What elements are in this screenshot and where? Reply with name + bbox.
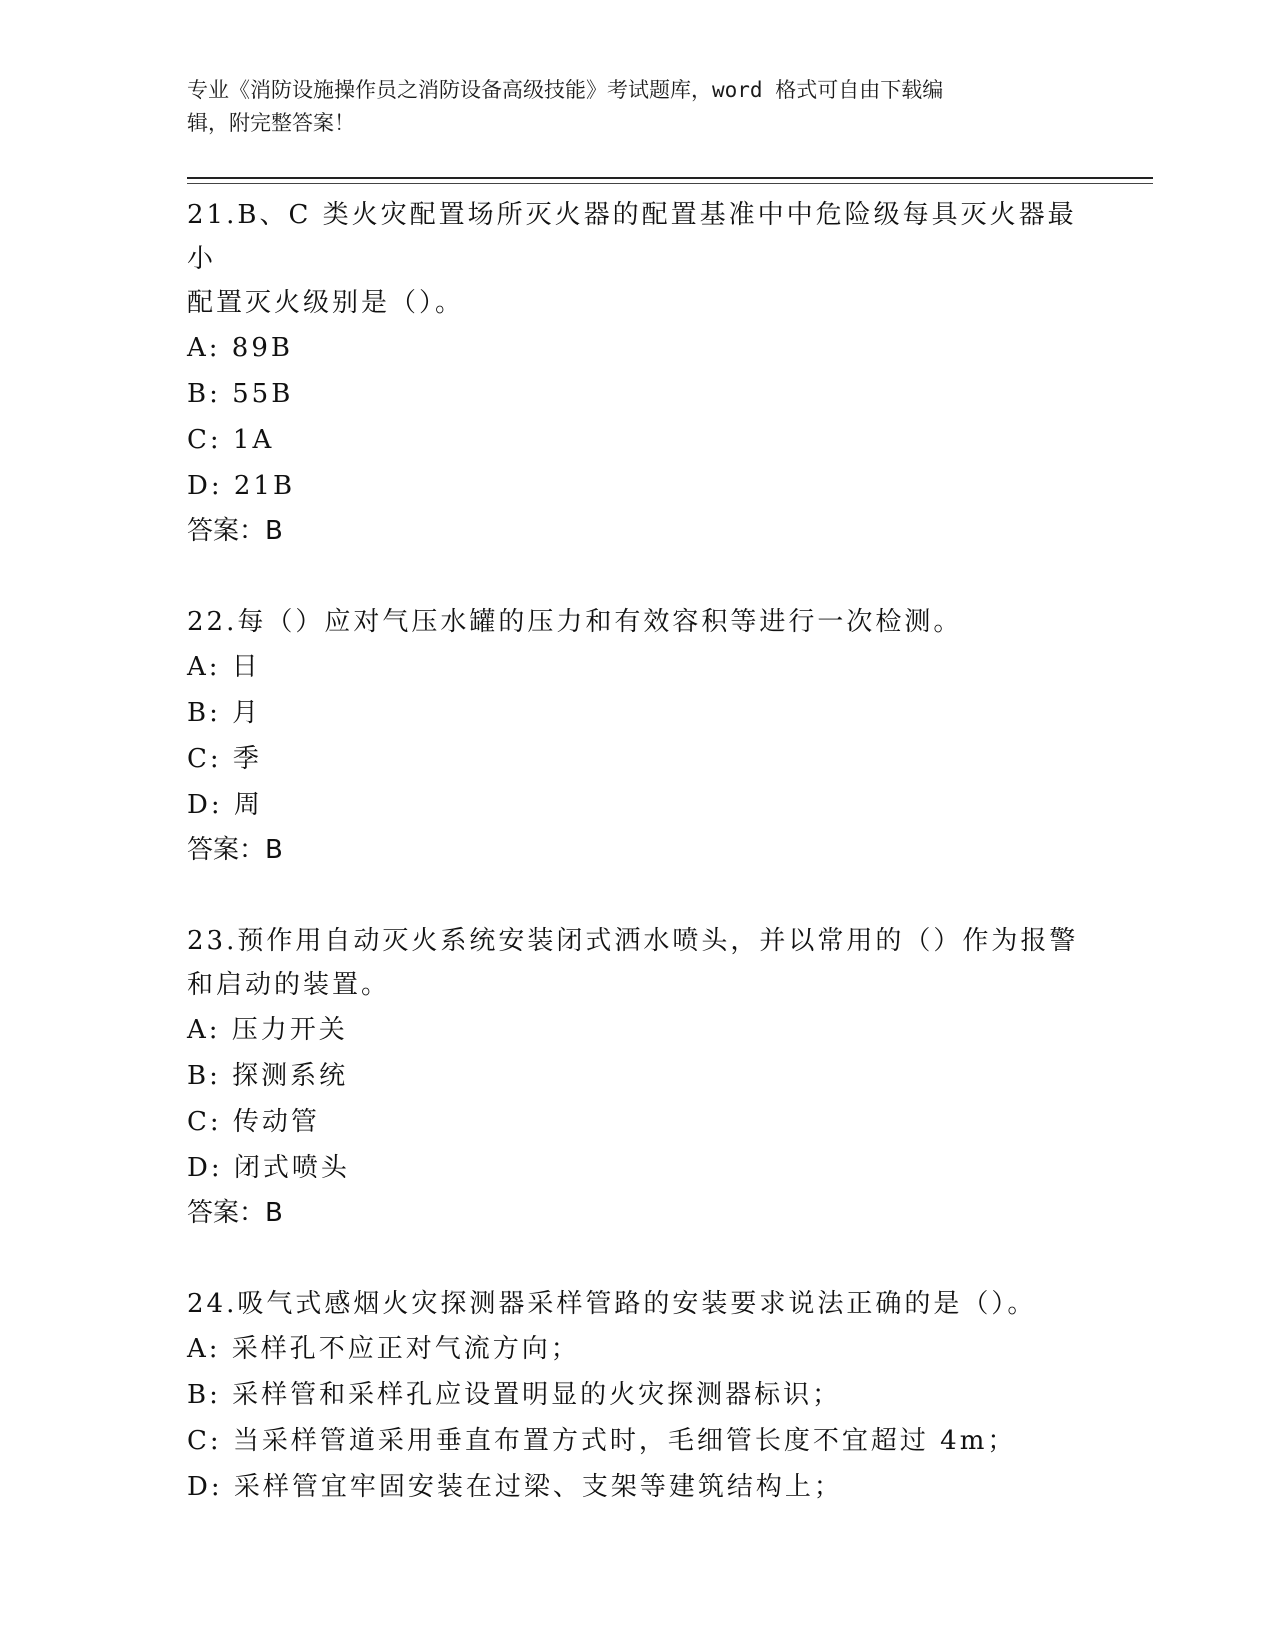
answer: 答案：B [187, 1198, 283, 1228]
option-c: C: 季 [187, 744, 262, 774]
question-24 [187, 1282, 1087, 1510]
option-c: C: 当采样管道采用垂直布置方式时，毛细管长度不宜超过 4m； [187, 1426, 1017, 1456]
option-b: B: 55B [187, 379, 294, 409]
header-divider-thin [187, 183, 1153, 184]
header-divider-thick [187, 177, 1153, 179]
question-spacer [187, 872, 1087, 919]
option-a: A: 日 [187, 652, 261, 682]
header-line-1: 专业《消防设施操作员之消防设备高级技能》考试题库，word 格式可自由下载编 [187, 78, 944, 102]
option-a: A: 压力开关 [187, 1015, 348, 1045]
header-line-2: 辑，附完整答案！ [187, 111, 355, 135]
question-spacer [187, 1235, 1087, 1282]
option-a: A: 采样孔不应正对气流方向； [187, 1334, 580, 1364]
question-23 [187, 919, 1087, 1235]
option-d: D: 周 [187, 790, 263, 820]
option-b: B: 采样管和采样孔应设置明显的火灾探测器标识； [187, 1380, 842, 1410]
option-a: A: 89B [187, 333, 293, 363]
answer: 答案：B [187, 516, 283, 546]
option-b: B: 探测系统 [187, 1061, 349, 1091]
question-stem: 23.预作用自动灭火系统安装闭式洒水喷头，并以常用的（）作为报警 [187, 926, 1079, 956]
question-list [187, 193, 1087, 1510]
question-22 [187, 600, 1087, 872]
question-stem-continued: 和启动的装置。 [187, 970, 391, 1000]
option-d: D: 闭式喷头 [187, 1153, 350, 1183]
option-c: C: 传动管 [187, 1107, 320, 1137]
question-stem: 21.B、C 类火灾配置场所灭火器的配置基准中中危险级每具灭火器最小 [187, 200, 1077, 274]
question-stem-continued: 配置灭火级别是（）。 [187, 288, 465, 318]
question-21 [187, 193, 1087, 553]
option-b: B: 月 [187, 698, 262, 728]
option-d: D: 21B [187, 471, 296, 501]
question-spacer [187, 553, 1087, 600]
answer: 答案：B [187, 835, 283, 865]
question-stem: 22.每（）应对气压水罐的压力和有效容积等进行一次检测。 [187, 607, 963, 637]
option-c: C: 1A [187, 425, 275, 455]
document-header [187, 74, 1067, 140]
option-d: D: 采样管宜牢固安装在过梁、支架等建筑结构上； [187, 1472, 843, 1502]
question-stem: 24.吸气式感烟火灾探测器采样管路的安装要求说法正确的是（）。 [187, 1289, 1037, 1319]
